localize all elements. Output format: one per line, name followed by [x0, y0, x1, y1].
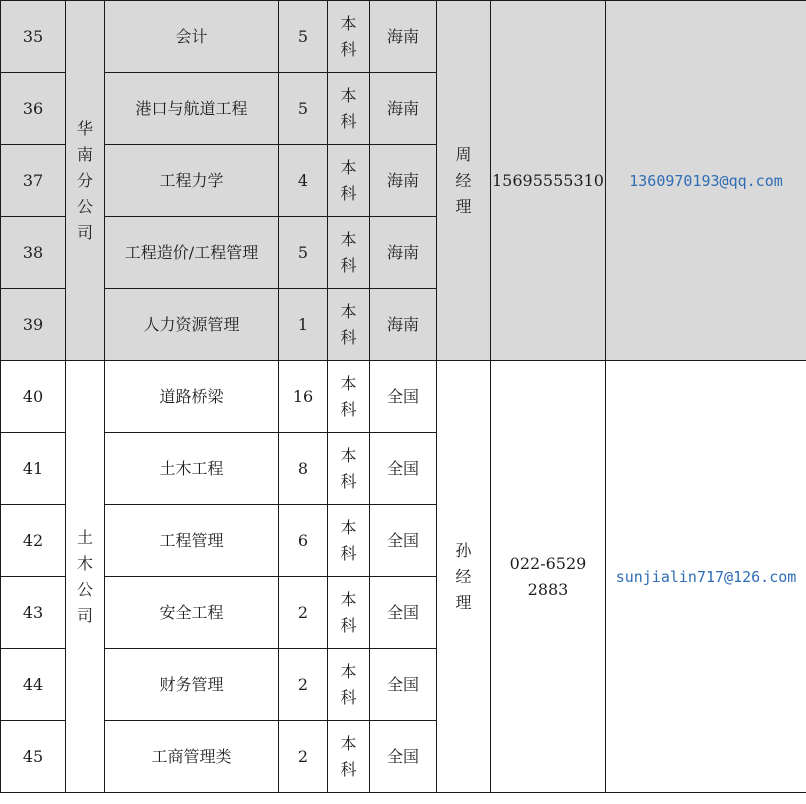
count-cell: 16: [279, 361, 328, 433]
location-cell: 海南: [370, 1, 437, 73]
count-cell: 4: [279, 145, 328, 217]
company-name: 华南分公司: [76, 118, 93, 242]
phone-text: 022-65292883: [509, 553, 587, 599]
row-number: 36: [1, 73, 66, 145]
location-cell: 全国: [370, 505, 437, 577]
phone-cell: [491, 361, 606, 793]
degree-cell: [328, 289, 370, 361]
location-cell: 全国: [370, 433, 437, 505]
major-cell: 工程造价/工程管理: [105, 217, 279, 289]
degree-text: 本科: [340, 85, 357, 131]
count-cell: 2: [279, 577, 328, 649]
degree-cell: [328, 217, 370, 289]
degree-text: 本科: [340, 445, 357, 491]
count-cell: 5: [279, 217, 328, 289]
degree-cell: [328, 433, 370, 505]
company-cell: [66, 361, 105, 793]
row-number: 42: [1, 505, 66, 577]
degree-text: 本科: [340, 373, 357, 419]
major-cell: 工程力学: [105, 145, 279, 217]
location-cell: 海南: [370, 217, 437, 289]
manager-name: 周经理: [455, 144, 472, 216]
degree-text: 本科: [340, 589, 357, 635]
degree-cell: [328, 145, 370, 217]
company-name: 土木公司: [76, 527, 93, 625]
major-cell: 工商管理类: [105, 721, 279, 793]
location-cell: 全国: [370, 577, 437, 649]
manager-cell: [437, 1, 491, 361]
major-cell: 工程管理: [105, 505, 279, 577]
degree-cell: [328, 361, 370, 433]
major-cell: 土木工程: [105, 433, 279, 505]
location-cell: 海南: [370, 289, 437, 361]
row-number: 38: [1, 217, 66, 289]
degree-text: 本科: [340, 733, 357, 779]
table-row: [1, 361, 806, 433]
major-cell: 道路桥梁: [105, 361, 279, 433]
degree-cell: [328, 1, 370, 73]
count-cell: 1: [279, 289, 328, 361]
row-number: 37: [1, 145, 66, 217]
row-number: 35: [1, 1, 66, 73]
location-cell: 全国: [370, 361, 437, 433]
table-row: [1, 1, 806, 73]
degree-cell: [328, 577, 370, 649]
row-number: 40: [1, 361, 66, 433]
major-cell: 人力资源管理: [105, 289, 279, 361]
count-cell: 2: [279, 649, 328, 721]
company-cell: [66, 1, 105, 361]
degree-text: 本科: [340, 157, 357, 203]
degree-cell: [328, 505, 370, 577]
location-cell: 海南: [370, 145, 437, 217]
degree-text: 本科: [340, 517, 357, 563]
email-link[interactable]: sunjialin717@126.com: [615, 567, 797, 586]
major-cell: 会计: [105, 1, 279, 73]
location-cell: 海南: [370, 73, 437, 145]
degree-text: 本科: [340, 229, 357, 275]
count-cell: 5: [279, 1, 328, 73]
count-cell: 8: [279, 433, 328, 505]
row-number: 45: [1, 721, 66, 793]
email-link[interactable]: 1360970193@qq.com: [629, 171, 783, 190]
phone-cell: 15695555310: [491, 1, 606, 361]
row-number: 41: [1, 433, 66, 505]
count-cell: 6: [279, 505, 328, 577]
email-cell: [606, 361, 806, 793]
major-cell: 港口与航道工程: [105, 73, 279, 145]
degree-cell: [328, 649, 370, 721]
row-number: 44: [1, 649, 66, 721]
manager-name: 孙经理: [455, 540, 472, 612]
degree-text: 本科: [340, 661, 357, 707]
manager-cell: [437, 361, 491, 793]
degree-cell: [328, 721, 370, 793]
major-cell: 安全工程: [105, 577, 279, 649]
degree-text: 本科: [340, 301, 357, 347]
location-cell: 全国: [370, 649, 437, 721]
row-number: 43: [1, 577, 66, 649]
location-cell: 全国: [370, 721, 437, 793]
count-cell: 2: [279, 721, 328, 793]
row-number: 39: [1, 289, 66, 361]
email-cell: [606, 1, 806, 361]
degree-cell: [328, 73, 370, 145]
major-cell: 财务管理: [105, 649, 279, 721]
count-cell: 5: [279, 73, 328, 145]
degree-text: 本科: [340, 13, 357, 59]
